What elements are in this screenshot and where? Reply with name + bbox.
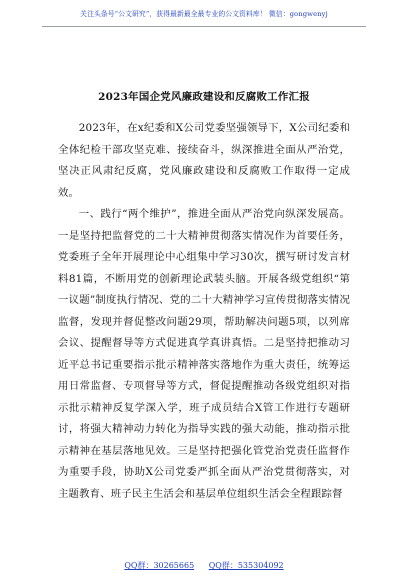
qq-group-link-1[interactable]: QQ群：30265665 — [124, 561, 195, 570]
qq-group-link-2[interactable]: QQ群：535304092 — [208, 561, 284, 570]
document-body — [58, 118, 350, 505]
promo-header: 关注头条号“公文研究”，获得最新最全最专业的公文资料库！ 微信：gongwenyj — [80, 10, 328, 18]
footer-contact — [0, 560, 408, 571]
header-divider — [42, 26, 366, 27]
paragraph-intro: 2023年，在x纪委和X公司党委坚强领导下，X公司纪委和全体纪检干部攻坚克难、接续奋斗，纵深推进全面从严治党，坚决正风肃纪反腐，党风廉政建设和反腐败工作取得一定成效。 — [58, 122, 350, 199]
document-title: 2023年国企党风廉政建设和反腐败工作汇报 — [98, 91, 310, 103]
paragraph-section-1: 一、践行“两个维护”，推进全面从严治党向纵深发展高。一是坚持把监督党的二十大精神贯彻落实情况作为首要任务，党委班子全年开展理论中心组集中学习30次，撰写研讨发言材料81篇，不断用党的创新理论武装头脑。开展各级党组织“第一议题”制度执行情况、党的二十大精神学习宣传贯彻落实情况监督，发现并督促整改问题29项，帮助解决问题5项，以列席会议、提醒督导等方式促进真学真讲真悟。二是坚持把推动习近平总书记重要指示批示精神落实落地作为重大责任，统筹运用日常监督、专项督导等方式，督促提醒推动各级党组织对指示批示精神反复学深入学，班子成员结合X管工作进行专题研讨，将强大精神动力转化为指导实践的强大动能，推动指示批示精神在基层落地见效。三是坚持把强化管党治党责任监督作为重要手段，协助X公司党委严抓全面从严治党贯彻落实，对主题教育、班子民主生活会和基层单位组织生活会全程跟踪督 — [58, 208, 350, 500]
